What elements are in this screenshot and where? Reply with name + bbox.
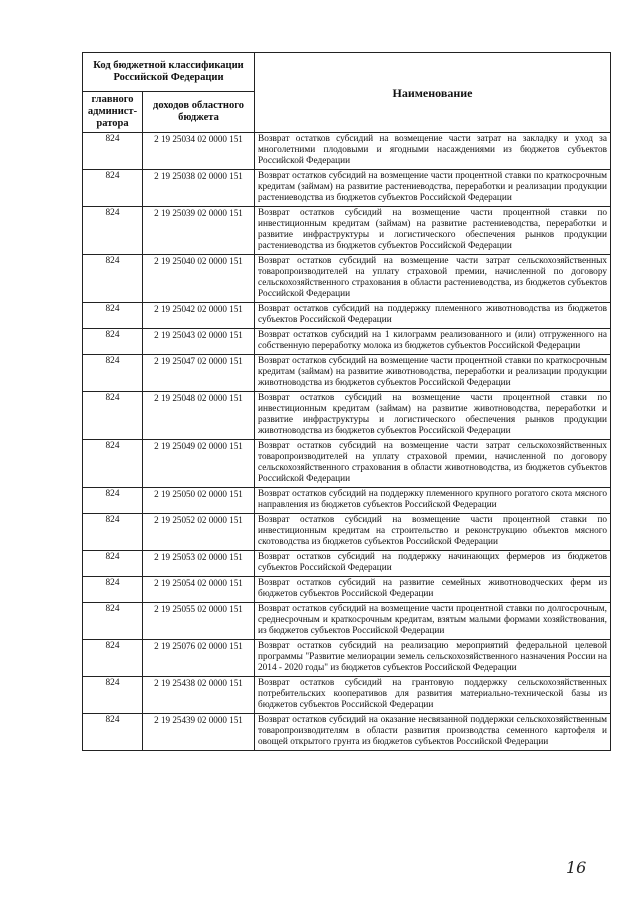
income-code-cell: 2 19 25055 02 0000 151 [143,603,255,640]
name-cell: Возврат остатков субсидий на возмещение части затрат сельскохозяйственных товаропроизводителей на уплату страховой премии, начисленной по договору сельскохозяйственного страхования в области животноводства, из бюджетов субъектов Российской Федерации [255,440,611,488]
admin-code-cell: 824 [83,133,143,170]
header-admin-column: главного админист-ратора [83,92,143,133]
name-cell: Возврат остатков субсидий на возмещение части процентной ставки по краткосрочным кредитам (займам) на развитие животноводства, переработки и реализации продукции животноводства из бюджетов субъектов Российской Федерации [255,355,611,392]
admin-code-cell: 824 [83,255,143,303]
name-cell: Возврат остатков субсидий на поддержку племенного крупного рогатого скота мясного направления из бюджетов субъектов Российской Федерации [255,488,611,514]
table-row [83,488,611,514]
admin-code-cell: 824 [83,488,143,514]
admin-code-cell: 824 [83,603,143,640]
page-number: 16 [566,858,587,877]
income-code-cell: 2 19 25054 02 0000 151 [143,577,255,603]
name-cell: Возврат остатков субсидий на грантовую поддержку сельскохозяйственных потребительских кооперативов для развития материально-технической базы из бюджетов субъектов Российской Федерации [255,677,611,714]
income-code-cell: 2 19 25052 02 0000 151 [143,514,255,551]
name-cell: Возврат остатков субсидий на возмещение части затрат сельскохозяйственных товаропроизводителей на уплату страховой премии, начисленной по договору сельскохозяйственного страхования в области растениеводства, из бюджетов субъектов Российской Федерации [255,255,611,303]
document-page [82,52,610,751]
table-row [83,551,611,577]
table-row [83,603,611,640]
name-cell: Возврат остатков субсидий на оказание несвязанной поддержки сельскохозяйственным товаропроизводителям в области развития производства семенного картофеля и овощей открытого грунта из бюджетов субъектов Российской Федерации [255,714,611,751]
name-cell: Возврат остатков субсидий на возмещение части затрат на закладку и уход за многолетними плодовыми и ягодными насаждениями из бюджетов субъектов Российской Федерации [255,133,611,170]
name-cell: Возврат остатков субсидий на 1 килограмм реализованного и (или) отгруженного на собственную переработку молока из бюджетов субъектов Российской Федерации [255,329,611,355]
admin-code-cell: 824 [83,329,143,355]
table-row [83,677,611,714]
admin-code-cell: 824 [83,207,143,255]
income-code-cell: 2 19 25040 02 0000 151 [143,255,255,303]
income-code-cell: 2 19 25034 02 0000 151 [143,133,255,170]
table-row [83,440,611,488]
income-code-cell: 2 19 25439 02 0000 151 [143,714,255,751]
admin-code-cell: 824 [83,303,143,329]
table-row [83,577,611,603]
admin-code-cell: 824 [83,355,143,392]
income-code-cell: 2 19 25049 02 0000 151 [143,440,255,488]
name-cell: Возврат остатков субсидий на развитие семейных животноводческих ферм из бюджетов субъектов Российской Федерации [255,577,611,603]
name-cell: Возврат остатков субсидий на возмещение части процентной ставки по краткосрочным кредитам (займам) на развитие растениеводства, переработки и реализации продукции растениеводства из бюджетов субъектов Российской Федерации [255,170,611,207]
table-row [83,355,611,392]
table-row [83,255,611,303]
budget-classification-table [82,52,611,751]
income-code-cell: 2 19 25042 02 0000 151 [143,303,255,329]
table-row [83,170,611,207]
admin-code-cell: 824 [83,170,143,207]
name-cell: Возврат остатков субсидий на возмещение части процентной ставки по инвестиционным кредитам на строительство и реконструкцию объектов мясного скотоводства из бюджетов субъектов Российской Федерации [255,514,611,551]
table-row [83,714,611,751]
name-cell: Возврат остатков субсидий на поддержку начинающих фермеров из бюджетов субъектов Российской Федерации [255,551,611,577]
admin-code-cell: 824 [83,677,143,714]
header-income-column: доходов областного бюджета [143,92,255,133]
table-row [83,207,611,255]
table-row [83,392,611,440]
income-code-cell: 2 19 25048 02 0000 151 [143,392,255,440]
income-code-cell: 2 19 25039 02 0000 151 [143,207,255,255]
admin-code-cell: 824 [83,440,143,488]
admin-code-cell: 824 [83,551,143,577]
income-code-cell: 2 19 25047 02 0000 151 [143,355,255,392]
header-row-top [83,53,611,92]
income-code-cell: 2 19 25438 02 0000 151 [143,677,255,714]
table-row [83,303,611,329]
table-body [83,133,611,751]
income-code-cell: 2 19 25043 02 0000 151 [143,329,255,355]
name-cell: Возврат остатков субсидий на реализацию мероприятий федеральной целевой программы "Развитие мелиорации земель сельскохозяйственного назначения России на 2014 - 2020 годы" из бюджетов субъектов Российской Федерации [255,640,611,677]
header-group-title: Код бюджетной классификации Российской Федерации [83,53,255,92]
admin-code-cell: 824 [83,577,143,603]
table-row [83,329,611,355]
income-code-cell: 2 19 25076 02 0000 151 [143,640,255,677]
income-code-cell: 2 19 25053 02 0000 151 [143,551,255,577]
admin-code-cell: 824 [83,640,143,677]
admin-code-cell: 824 [83,514,143,551]
income-code-cell: 2 19 25050 02 0000 151 [143,488,255,514]
header-name-column: Наименование [255,53,611,133]
admin-code-cell: 824 [83,714,143,751]
name-cell: Возврат остатков субсидий на возмещение части процентной ставки по инвестиционным кредитам (займам) на развитие животноводства, переработки и развитие инфраструктуры и логистического обеспечения рынков продукции животноводства из бюджетов субъектов Российской Федерации [255,392,611,440]
table-row [83,514,611,551]
table-row [83,133,611,170]
name-cell: Возврат остатков субсидий на возмещение части процентной ставки по инвестиционным кредитам (займам) на развитие растениеводства, переработки и развитие инфраструктуры и логистического обеспечения рынков продукции растениеводства из бюджетов субъектов Российской Федерации [255,207,611,255]
name-cell: Возврат остатков субсидий на возмещение части процентной ставки по долгосрочным, среднесрочным и краткосрочным кредитам, взятым малыми формами хозяйствования, из бюджетов субъектов Российской Федерации [255,603,611,640]
table-row [83,640,611,677]
name-cell: Возврат остатков субсидий на поддержку племенного животноводства из бюджетов субъектов Российской Федерации [255,303,611,329]
admin-code-cell: 824 [83,392,143,440]
income-code-cell: 2 19 25038 02 0000 151 [143,170,255,207]
